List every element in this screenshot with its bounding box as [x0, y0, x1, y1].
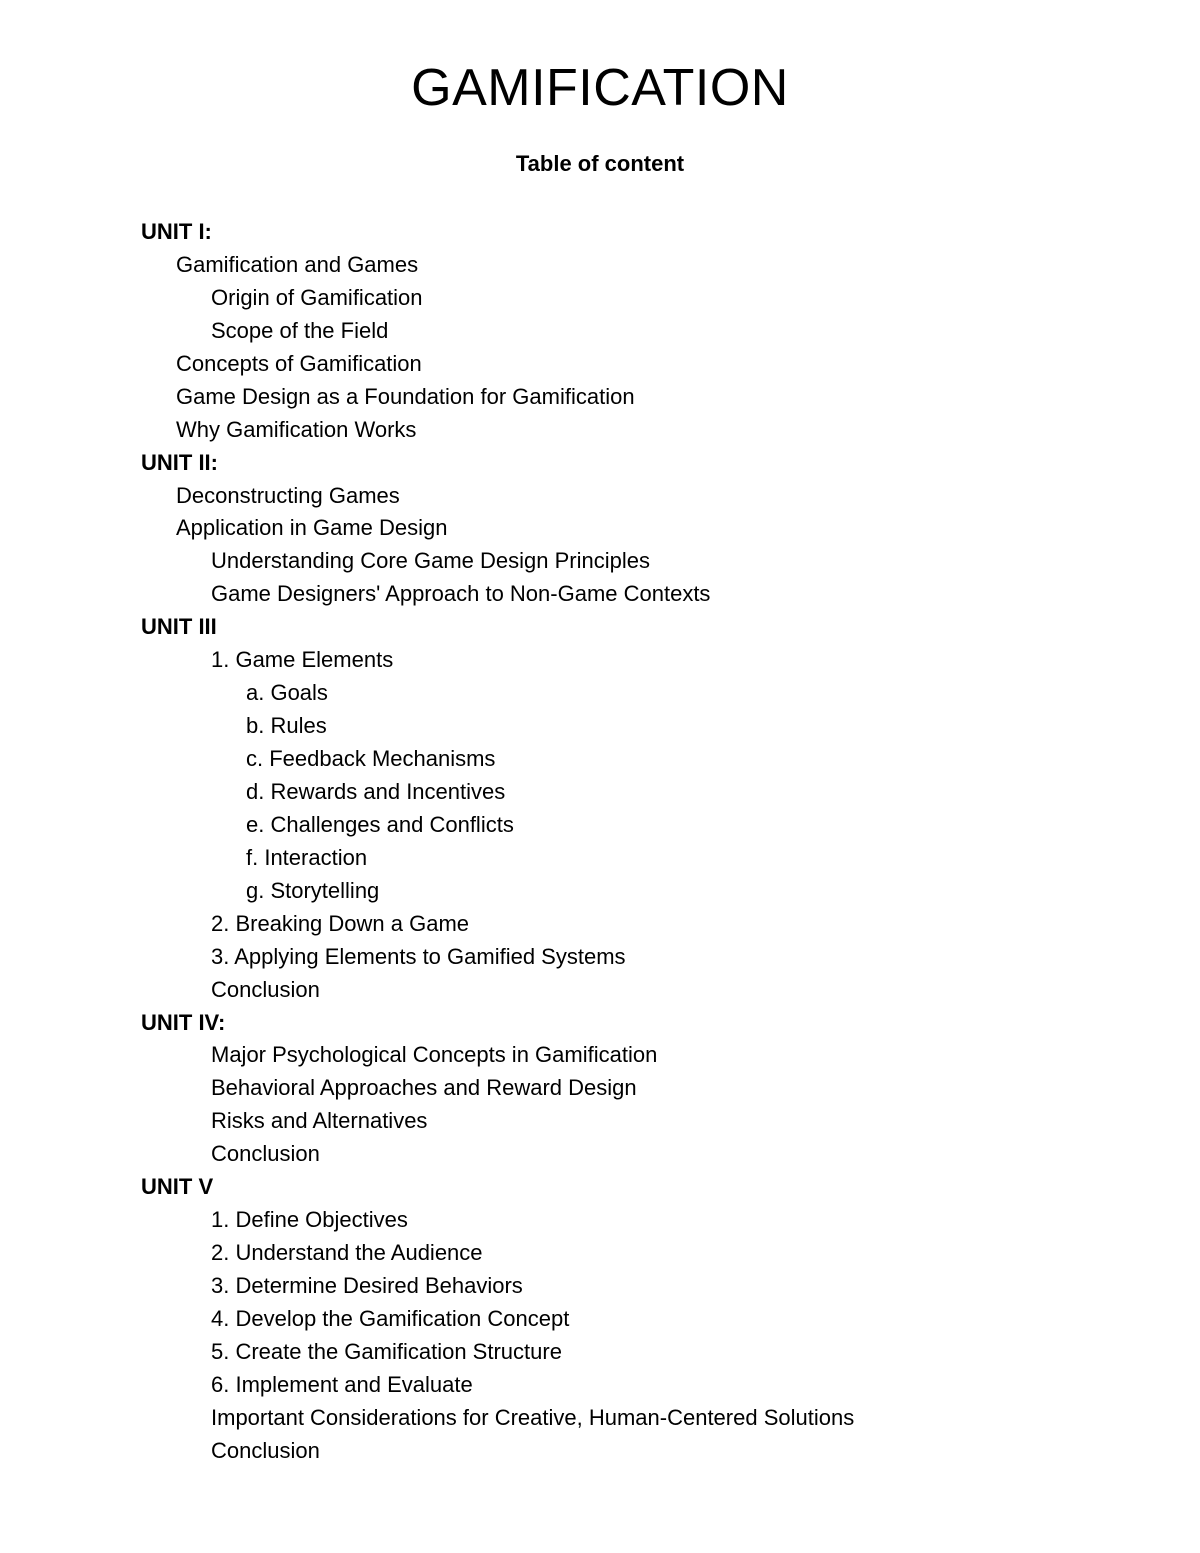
- toc-entry: c. Feedback Mechanisms: [246, 746, 496, 771]
- toc-entry: 2. Understand the Audience: [211, 1240, 483, 1266]
- toc-unit-heading: UNIT IV:: [141, 1009, 226, 1035]
- document-title: GAMIFICATION: [411, 59, 789, 117]
- toc-entry: d. Rewards and Incentives: [246, 778, 506, 804]
- toc-entry: 5. Create the Gamification Structure: [211, 1338, 562, 1364]
- toc-entry: e. Challenges and Conflicts: [246, 811, 514, 837]
- toc-entry: Origin of Gamification: [211, 284, 423, 310]
- table-of-contents: [141, 216, 1101, 1468]
- toc-entry: 1. Game Elements: [211, 647, 394, 673]
- toc-entry: Deconstructing Games: [176, 482, 400, 508]
- toc-unit-heading: UNIT I:: [141, 219, 212, 244]
- toc-entry: b. Rules: [246, 713, 327, 739]
- toc-heading: Table of content: [515, 151, 685, 176]
- toc-entry: f. Interaction: [246, 844, 368, 870]
- toc-entry: Conclusion: [211, 1437, 320, 1463]
- toc-entry: 1. Define Objectives: [211, 1207, 408, 1233]
- toc-entry: 3. Applying Elements to Gamified Systems: [211, 943, 626, 969]
- toc-entry: Game Design as a Foundation for Gamification: [176, 383, 635, 409]
- toc-entry: Application in Game Design: [176, 515, 448, 541]
- toc-unit-heading: UNIT III: [141, 614, 217, 640]
- toc-entry: Concepts of Gamification: [176, 350, 422, 376]
- toc-unit-heading: UNIT II:: [141, 449, 218, 475]
- toc-entry: 3. Determine Desired Behaviors: [211, 1273, 523, 1298]
- toc-unit-heading: UNIT V: [141, 1174, 214, 1200]
- toc-entry: 2. Breaking Down a Game: [211, 910, 470, 936]
- toc-entry: Important Considerations for Creative, Human-Centered Solutions: [211, 1404, 855, 1430]
- toc-entry: Conclusion: [211, 976, 320, 1002]
- toc-entry: Why Gamification Works: [176, 416, 417, 442]
- toc-entry: Conclusion: [211, 1141, 320, 1167]
- toc-entry: Gamification and Games: [176, 251, 419, 277]
- toc-entry: Major Psychological Concepts in Gamification: [211, 1042, 658, 1068]
- toc-entry: Risks and Alternatives: [211, 1108, 428, 1134]
- toc-entry: g. Storytelling: [246, 877, 380, 903]
- toc-entry: 6. Implement and Evaluate: [211, 1371, 473, 1397]
- toc-entry: 4. Develop the Gamification Concept: [211, 1305, 570, 1331]
- toc-entry: Scope of the Field: [211, 317, 389, 343]
- toc-entry: Game Designers' Approach to Non-Game Contexts: [211, 581, 711, 607]
- toc-entry: Understanding Core Game Design Principles: [211, 548, 650, 574]
- toc-entry: Behavioral Approaches and Reward Design: [211, 1075, 637, 1101]
- toc-entry: a. Goals: [246, 680, 328, 706]
